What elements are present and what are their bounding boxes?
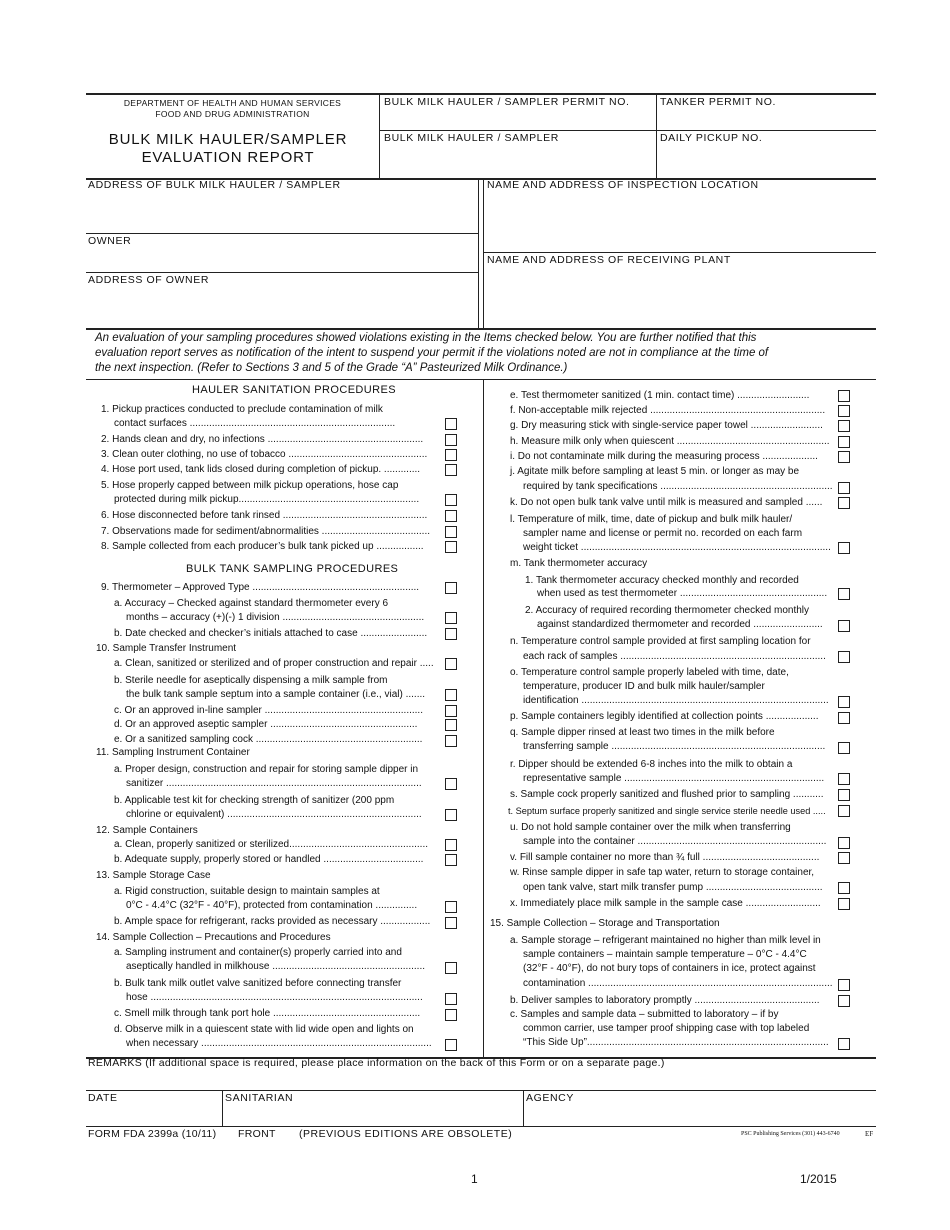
- checklist-item: open tank valve, start milk transfer pump ..........................................: [523, 882, 823, 893]
- item-checkbox[interactable]: [445, 735, 457, 747]
- form-title: [86, 131, 370, 167]
- item-checkbox[interactable]: [445, 510, 457, 522]
- checklist-item: b. Deliver samples to laboratory promptly .............................................: [510, 995, 820, 1006]
- checklist-item: d. Observe milk in a quiescent state with lid wide open and lights on: [114, 1024, 414, 1035]
- item-checkbox[interactable]: [838, 497, 850, 509]
- checklist-item: 1. Tank thermometer accuracy checked monthly and recorded: [525, 575, 799, 586]
- checklist-item: common carrier, use tamper proof shipping case with top labeled: [523, 1023, 810, 1034]
- checklist-item: 6. Hose disconnected before tank rinsed ....................................................: [101, 510, 428, 521]
- checklist-item: “This Side Up”.......................................................................................: [523, 1037, 829, 1048]
- footer-bottom-rule: [86, 1126, 876, 1127]
- item-checkbox[interactable]: [838, 696, 850, 708]
- footer-divider-2: [523, 1090, 524, 1127]
- checklist-item: 0°C - 4.4°C (32°F - 40°F), protected from contamination ...............: [126, 900, 418, 911]
- address-divider-a: [478, 180, 479, 328]
- date-label: DATE: [88, 1092, 118, 1104]
- item-checkbox[interactable]: [838, 852, 850, 864]
- item-checkbox[interactable]: [838, 651, 850, 663]
- daily-pickup-input[interactable]: [660, 150, 872, 172]
- checklist-item: h. Measure milk only when quiescent .......................................................: [510, 436, 830, 447]
- form-id: FORM FDA 2399a (10/11): [88, 1128, 217, 1140]
- checklist-item: g. Dry measuring stick with single-service paper towel ..........................: [510, 420, 823, 431]
- agency-block: [86, 98, 379, 120]
- receiving-plant-label: NAME AND ADDRESS OF RECEIVING PLANT: [487, 254, 731, 266]
- item-checkbox[interactable]: [838, 805, 850, 817]
- checklist-item: representative sample ........................................................................: [523, 773, 825, 784]
- checklist-item: against standardized thermometer and recorded .........................: [537, 619, 823, 630]
- item-checkbox[interactable]: [445, 628, 457, 640]
- checklist-item: l. Temperature of milk, time, date of pickup and bulk milk hauler/: [510, 514, 793, 525]
- notice-bottom-rule: [86, 379, 876, 380]
- checklist-item: 7. Observations made for sediment/abnormalities .......................................: [101, 526, 431, 537]
- checklist-item: f. Non-acceptable milk rejected ...............................................................: [510, 405, 826, 416]
- checklist-item: q. Sample dipper rinsed at least two times in the milk before: [510, 727, 775, 738]
- hauler-name-input[interactable]: [384, 150, 650, 172]
- item-checkbox[interactable]: [445, 464, 457, 476]
- item-checkbox[interactable]: [445, 809, 457, 821]
- item-checkbox[interactable]: [838, 742, 850, 754]
- checklist-item: e. Test thermometer sanitized (1 min. contact time) ..........................: [510, 390, 810, 401]
- checklist-item: a. Proper design, construction and repair for storing sample dipper in: [114, 764, 419, 775]
- item-checkbox[interactable]: [445, 839, 457, 851]
- item-checkbox[interactable]: [445, 526, 457, 538]
- checklist-item: 11. Sampling Instrument Container: [96, 747, 250, 758]
- item-checkbox[interactable]: [445, 418, 457, 430]
- item-checkbox[interactable]: [445, 993, 457, 1005]
- checklist-item: d. Or an approved aseptic sampler .....................................................: [114, 719, 418, 730]
- checklist-item: when necessary ...................................................................................: [126, 1038, 432, 1049]
- checklist-item: contamination ........................................................................................: [523, 978, 833, 989]
- sanitarian-input[interactable]: [225, 1107, 519, 1123]
- checklist-item: c. Samples and sample data – submitted to laboratory – if by: [510, 1009, 779, 1020]
- header-top-rule: [86, 93, 876, 95]
- item-checkbox[interactable]: [445, 449, 457, 461]
- item-checkbox[interactable]: [445, 434, 457, 446]
- agency-line-2: FOOD AND DRUG ADMINISTRATION: [155, 109, 310, 119]
- item-checkbox[interactable]: [445, 612, 457, 624]
- checklist-item: 13. Sample Storage Case: [96, 870, 211, 881]
- item-checkbox[interactable]: [445, 962, 457, 974]
- checklist-item: transferring sample .............................................................................: [523, 741, 826, 752]
- item-checkbox[interactable]: [445, 494, 457, 506]
- checklist-item: weight ticket ..........................................................................................: [523, 542, 831, 553]
- checklist-item: 2. Hands clean and dry, no infections ........................................................: [101, 434, 424, 445]
- checklist-item: n. Temperature control sample provided at first sampling location for: [510, 636, 811, 647]
- checklist-item: 12. Sample Containers: [96, 825, 198, 836]
- item-checkbox[interactable]: [838, 995, 850, 1007]
- agency-line-1: DEPARTMENT OF HEALTH AND HUMAN SERVICES: [123, 98, 342, 108]
- hauler-permit-label: BULK MILK HAULER / SAMPLER PERMIT NO.: [384, 96, 630, 108]
- item-checkbox[interactable]: [445, 854, 457, 866]
- checklist-item: sample into the container ....................................................................: [523, 836, 827, 847]
- checklist-item: (32°F - 40°F), do not bury tops of containers in ice, protect against: [523, 963, 816, 974]
- receiving-plant-input[interactable]: [487, 272, 872, 324]
- hauler-address-label: ADDRESS OF BULK MILK HAULER / SAMPLER: [88, 179, 341, 191]
- checklist-item: t. Septum surface properly sanitized and single service sterile needle used .....: [508, 806, 826, 816]
- item-checkbox[interactable]: [838, 789, 850, 801]
- item-checkbox[interactable]: [445, 778, 457, 790]
- checklist-item: s. Sample cock properly sanitized and flushed prior to sampling ...........: [510, 789, 824, 800]
- checklist-item: b. Date checked and checker’s initials attached to case ........................: [114, 628, 428, 639]
- footer-divider-1: [222, 1090, 223, 1127]
- tanker-permit-input[interactable]: [660, 112, 872, 128]
- checklist-item: hose ..................................................................................................: [126, 992, 423, 1003]
- checklist-item: identification .........................................................................................: [523, 695, 829, 706]
- checklist-item: sanitizer ............................................................................................: [126, 778, 422, 789]
- daily-pickup-label: DAILY PICKUP NO.: [660, 132, 763, 144]
- sanitarian-label: SANITARIAN: [225, 1092, 294, 1104]
- item-checkbox[interactable]: [838, 773, 850, 785]
- item-checkbox[interactable]: [838, 451, 850, 463]
- checklist-item: 4. Hose port used, tank lids closed during completion of pickup. .............: [101, 464, 421, 475]
- owner-input[interactable]: [88, 251, 474, 269]
- form-title-line-2: EVALUATION REPORT: [141, 149, 315, 166]
- checklist-item: 9. Thermometer – Approved Type ............................................................: [101, 582, 420, 593]
- checklist-item: v. Fill sample container no more than ¾ full ..........................................: [510, 852, 820, 863]
- checklist-item: b. Bulk tank milk outlet valve sanitized before connecting transfer: [114, 978, 402, 989]
- publisher: PSC Publishing Services (301) 443-6740: [741, 1131, 840, 1137]
- owner-address-input[interactable]: [88, 290, 474, 324]
- checklist-item: b. Applicable test kit for checking strength of sanitizer (200 ppm: [114, 795, 395, 806]
- notice-line-3: the next inspection. (Refer to Sections 3 and 5 of the Grade “A” Pasteurized Milk Ordinance.): [95, 362, 568, 374]
- item-checkbox[interactable]: [838, 837, 850, 849]
- inspection-location-input[interactable]: [487, 196, 872, 248]
- item-checkbox[interactable]: [838, 405, 850, 417]
- item-checkbox[interactable]: [838, 712, 850, 724]
- checklist-item: a. Sample storage – refrigerant maintained no higher than milk level in: [510, 935, 821, 946]
- agency-input[interactable]: [526, 1107, 872, 1123]
- checklist-item: 15. Sample Collection – Storage and Transportation: [490, 918, 720, 929]
- hauler-name-label: BULK MILK HAULER / SAMPLER: [384, 132, 559, 144]
- item-checkbox[interactable]: [445, 1009, 457, 1021]
- hauler-address-input[interactable]: [88, 196, 474, 230]
- date-code: 1/2015: [800, 1172, 837, 1186]
- checklist-item: 2. Accuracy of required recording thermometer checked monthly: [525, 605, 810, 616]
- item-checkbox[interactable]: [838, 882, 850, 894]
- item-checkbox[interactable]: [445, 689, 457, 701]
- date-input[interactable]: [88, 1107, 218, 1123]
- tanker-permit-label: TANKER PERMIT NO.: [660, 96, 776, 108]
- ef-code: EF: [865, 1130, 874, 1138]
- item-checkbox[interactable]: [838, 898, 850, 910]
- item-checkbox[interactable]: [445, 705, 457, 717]
- item-checkbox[interactable]: [445, 917, 457, 929]
- item-checkbox[interactable]: [445, 582, 457, 594]
- remarks-label: REMARKS (If additional space is required, please place information on the back of this Form or on a separate page.): [88, 1057, 665, 1069]
- checklist-item: contact surfaces ..........................................................................: [114, 418, 396, 429]
- checklist-item: b. Ample space for refrigerant, racks provided as necessary ..................: [114, 916, 431, 927]
- checklist-item: 3. Clean outer clothing, no use of tobacco ..................................................: [101, 449, 428, 460]
- item-checkbox[interactable]: [838, 482, 850, 494]
- checklist-item: required by tank specifications ..............................................................: [523, 481, 833, 492]
- owner-rule: [86, 233, 478, 234]
- item-checkbox[interactable]: [445, 658, 457, 670]
- checklist-item: 5. Hose properly capped between milk pickup operations, hose cap: [101, 480, 399, 491]
- owner-label: OWNER: [88, 235, 132, 247]
- notice-line-2: evaluation report serves as notification of the intent to suspend your permit if the violations noted are not in compliance at the time of: [95, 347, 769, 359]
- hauler-sanitation-heading: HAULER SANITATION PROCEDURES: [192, 384, 396, 396]
- checklist-item: a. Clean, sanitized or sterilized and of proper construction and repair .....: [114, 658, 434, 669]
- agency-label: AGENCY: [526, 1092, 574, 1104]
- inspection-location-label: NAME AND ADDRESS OF INSPECTION LOCATION: [487, 179, 759, 191]
- notice-line-1: An evaluation of your sampling procedures showed violations existing in the Items checked below. You are further notified that this: [95, 332, 757, 344]
- checklist-item: j. Agitate milk before sampling at least 5 min. or longer as may be: [510, 466, 800, 477]
- checklist-item: when used as test thermometer .....................................................: [537, 588, 828, 599]
- checklist-item: b. Sterile needle for aseptically dispensing a milk sample from: [114, 675, 388, 686]
- checklist-item: u. Do not hold sample container over the milk when transferring: [510, 822, 791, 833]
- address-divider-b: [483, 180, 484, 328]
- checklist-item: aseptically handled in milkhouse .......................................................: [126, 961, 426, 972]
- checklist-item: i. Do not contaminate milk during the measuring process ....................: [510, 451, 818, 462]
- checklist-item: 8. Sample collected from each producer’s bulk tank picked up .................: [101, 541, 424, 552]
- checklist-item: protected during milk pickup.................................................................: [114, 494, 420, 505]
- checklist-item: r. Dipper should be extended 6-8 inches into the milk to obtain a: [510, 759, 793, 770]
- item-checkbox[interactable]: [445, 541, 457, 553]
- checklist-item: a. Sampling instrument and container(s) properly carried into and: [114, 947, 402, 958]
- checklist-item: o. Temperature control sample properly labeled with time, date,: [510, 667, 789, 678]
- checklist-item: e. Or a sanitized sampling cock ............................................................: [114, 734, 423, 745]
- checklist-item: a. Accuracy – Checked against standard thermometer every 6: [114, 598, 389, 609]
- checklist-item: k. Do not open bulk tank valve until milk is measured and sampled ......: [510, 497, 823, 508]
- checklist-item: 14. Sample Collection – Precautions and Procedures: [96, 932, 331, 943]
- item-checkbox[interactable]: [445, 901, 457, 913]
- item-checkbox[interactable]: [838, 588, 850, 600]
- checklist-item: w. Rinse sample dipper in safe tap water, return to storage container,: [510, 867, 815, 878]
- checklist-item: a. Clean, properly sanitized or sterilized..................................................: [114, 839, 428, 850]
- checklist-item: 1. Pickup practices conducted to preclude contamination of milk: [101, 404, 383, 415]
- receiving-plant-rule: [483, 252, 876, 253]
- page-number: 1: [471, 1172, 478, 1186]
- checklist-item: b. Adequate supply, properly stored or handled ....................................: [114, 854, 424, 865]
- header-divider-1: [379, 95, 380, 178]
- notice-text: [95, 331, 768, 376]
- checklist-item: temperature, producer ID and bulk milk hauler/sampler: [523, 681, 765, 692]
- notice-top-rule: [86, 328, 876, 330]
- checklist-item: 10. Sample Transfer Instrument: [96, 643, 237, 654]
- checklist-item: m. Tank thermometer accuracy: [510, 558, 648, 569]
- header-divider-2: [656, 95, 657, 178]
- front-label: FRONT: [238, 1128, 276, 1140]
- checklist-item: sample containers – maintain sample temperature – 0°C - 4.4°C: [523, 949, 807, 960]
- checklist-item: c. Smell milk through tank port hole .....................................................: [114, 1008, 421, 1019]
- header-mid-rule: [379, 130, 876, 131]
- column-divider: [483, 380, 484, 1058]
- checklist-item: sampler name and license or permit no. recorded on each farm: [523, 528, 803, 539]
- checklist-item: months – accuracy (+)(-) 1 division ...................................................: [126, 612, 425, 623]
- checklist-item: each rack of samples ..........................................................................: [523, 651, 826, 662]
- hauler-permit-input[interactable]: [384, 112, 650, 128]
- item-checkbox[interactable]: [838, 436, 850, 448]
- checklist-item: a. Rigid construction, suitable design to maintain samples at: [114, 886, 380, 897]
- item-checkbox[interactable]: [838, 1038, 850, 1050]
- owner-address-rule: [86, 272, 478, 273]
- obsolete-notice: (PREVIOUS EDITIONS ARE OBSOLETE): [299, 1128, 513, 1140]
- bulk-tank-sampling-heading: BULK TANK SAMPLING PROCEDURES: [186, 563, 399, 575]
- checklist-item: c. Or an approved in-line sampler .........................................................: [114, 705, 423, 716]
- owner-address-label: ADDRESS OF OWNER: [88, 274, 210, 286]
- checklist-item: x. Immediately place milk sample in the sample case ...........................: [510, 898, 821, 909]
- item-checkbox[interactable]: [838, 979, 850, 991]
- form-title-line-1: BULK MILK HAULER/SAMPLER: [108, 131, 348, 148]
- item-checkbox[interactable]: [445, 719, 457, 731]
- item-checkbox[interactable]: [838, 420, 850, 432]
- remarks-bottom-rule: [86, 1090, 876, 1091]
- checklist-item: the bulk tank sample septum into a sample container (i.e., vial) .......: [126, 689, 426, 700]
- item-checkbox[interactable]: [445, 1039, 457, 1051]
- remarks-input[interactable]: [88, 1073, 872, 1089]
- checklist-item: p. Sample containers legibly identified at collection points ...................: [510, 711, 819, 722]
- checklist-item: chlorine or equivalent) ......................................................................: [126, 809, 422, 820]
- item-checkbox[interactable]: [838, 620, 850, 632]
- item-checkbox[interactable]: [838, 542, 850, 554]
- item-checkbox[interactable]: [838, 390, 850, 402]
